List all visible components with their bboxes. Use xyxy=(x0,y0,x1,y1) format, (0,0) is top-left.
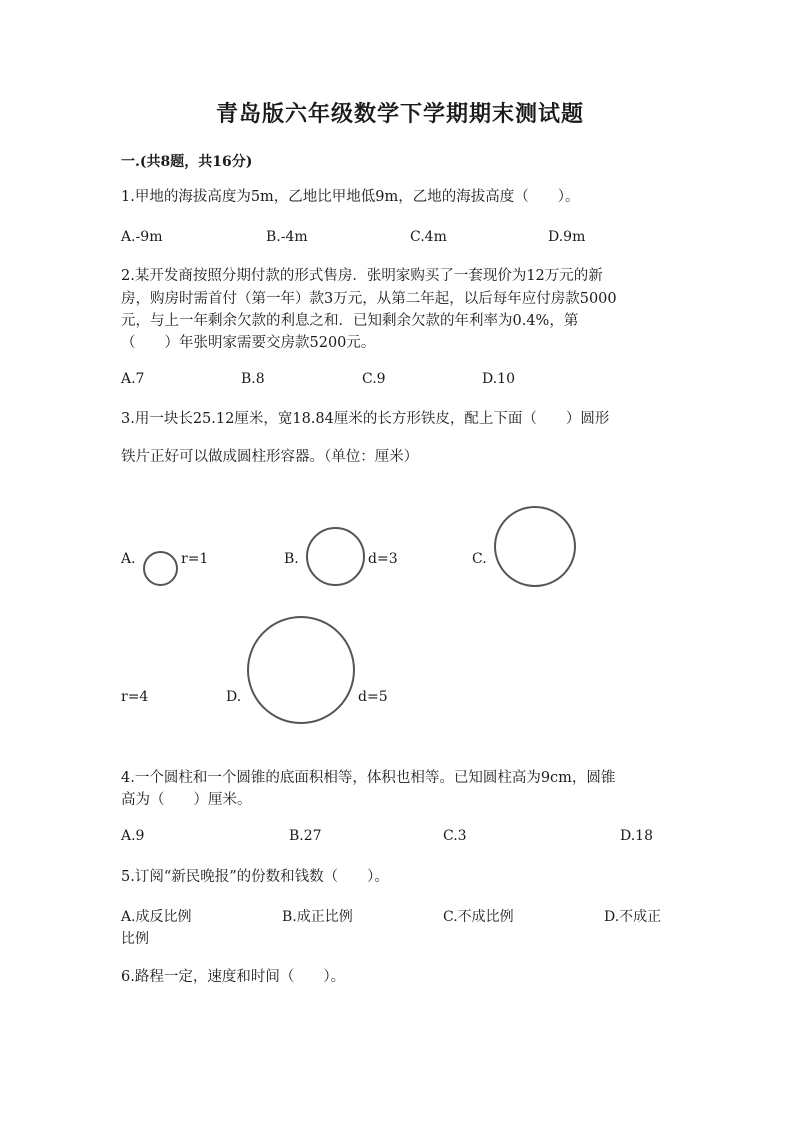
question-2-line-3: 元，与上一年剩余欠款的利息之和．已知剩余欠款的年利率为0.4%，第 xyxy=(121,313,579,329)
q5-option-a: A.成反比例 xyxy=(121,909,192,925)
question-2-line-2: 房，购房时需首付（第一年）款3万元，从第二年起，以后每年应付房款5000 xyxy=(121,291,617,307)
q4-option-b: B.27 xyxy=(289,828,322,844)
q5-option-c: C.不成比例 xyxy=(443,909,514,925)
q3-option-a-value: r=1 xyxy=(181,551,209,567)
q3-option-a-label: A. xyxy=(121,551,136,567)
circle-a-figure xyxy=(143,551,178,586)
question-2-line-4: （ ）年张明家需要交房款5200元。 xyxy=(121,335,376,351)
q5-option-b: B.成正比例 xyxy=(282,909,353,925)
question-1-text: 1.甲地的海拔高度为5m，乙地比甲地低9m，乙地的海拔高度（ ）。 xyxy=(121,189,580,205)
question-3-line-2: 铁片正好可以做成圆柱形容器。（单位：厘米） xyxy=(121,449,419,465)
q1-option-a: A.-9m xyxy=(121,229,163,245)
q4-option-c: C.3 xyxy=(443,828,467,844)
q4-option-d: D.18 xyxy=(620,828,653,844)
circle-b-figure xyxy=(306,527,365,586)
circle-d-figure xyxy=(247,616,355,724)
q2-option-b: B.8 xyxy=(241,371,265,387)
q4-option-a: A.9 xyxy=(121,828,145,844)
q1-option-c: C.4m xyxy=(410,229,447,245)
q2-option-d: D.10 xyxy=(482,371,515,387)
q1-option-d: D.9m xyxy=(548,229,586,245)
question-5-text: 5.订阅“新民晚报”的份数和钱数（ ）。 xyxy=(121,869,389,885)
q3-option-b-value: d=3 xyxy=(368,551,398,567)
page-title: 青岛版六年级数学下学期期末测试题 xyxy=(215,101,584,127)
q3-option-c-label: C. xyxy=(472,551,487,567)
q5-option-d: D.不成正 xyxy=(604,909,662,925)
q2-option-c: C.9 xyxy=(362,371,386,387)
question-3-line-1: 3.用一块长25.12厘米，宽18.84厘米的长方形铁皮，配上下面（ ）圆形 xyxy=(121,411,610,427)
question-6-text: 6.路程一定，速度和时间（ ）。 xyxy=(121,969,346,985)
q3-option-d-label: D. xyxy=(226,689,242,705)
section-heading: 一.(共8题，共16分) xyxy=(121,154,253,170)
q2-option-a: A.7 xyxy=(121,371,145,387)
question-4-line-1: 4.一个圆柱和一个圆锥的底面积相等，体积也相等。已知圆柱高为9cm，圆锥 xyxy=(121,770,616,786)
q3-option-c-value: r=4 xyxy=(121,689,149,705)
q1-option-b: B.-4m xyxy=(266,229,308,245)
q3-option-d-value: d=5 xyxy=(358,689,388,705)
q5-option-d-wrap: 比例 xyxy=(121,931,149,947)
q3-option-b-label: B. xyxy=(284,551,299,567)
circle-c-figure xyxy=(494,506,576,587)
question-2-line-1: 2.某开发商按照分期付款的形式售房．张明家购买了一套现价为12万元的新 xyxy=(121,268,603,284)
question-4-line-2: 高为（ ）厘米。 xyxy=(121,792,252,808)
